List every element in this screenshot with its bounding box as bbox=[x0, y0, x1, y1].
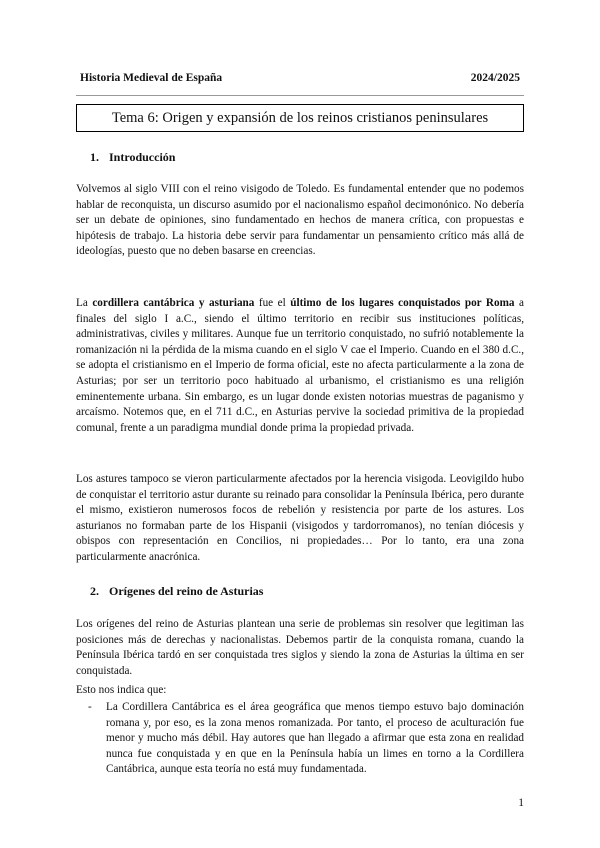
paragraph-1: Volvemos al siglo VIII con el reino visigodo de Toledo. Es fundamental entender que no podemos hablar de reconquista, un discurso asumido por el nacionalismo español decimonónico. No debería ser un debate de opiniones, sino fundamentado en hechos de manera crítica, con propuestas e hipótesis de trabajo. La historia debe servir para fundamentar un pensamiento crítico más allá de ideologías, puesto que no deben basarse en creencias. bbox=[76, 183, 524, 258]
header-course: Historia Medieval de España bbox=[80, 72, 223, 84]
section-title: Introducción bbox=[109, 150, 176, 164]
paragraph-3: Los astures tampoco se vieron particularmente afectados por la herencia visigoda. Leovigildo hubo de conquistar el territorio astur durante su reinado para consolidar la Península Ibérica, pero durante el mismo, existieron numerosos focos de rebelión y resistencia por parte de los astures. Los asturianos no formaban parte de los Hispanii (visigodos y tardorromanos), no tenían diócesis y obispos con representación en Concilios, ni propiedades… Por lo tanto, era una zona particularmente anacrónica. bbox=[76, 473, 524, 563]
paragraph-2-bold-ultimo: último de los lugares conquistados por Roma bbox=[290, 297, 515, 309]
header-divider bbox=[76, 95, 524, 96]
paragraph-2 bbox=[76, 296, 524, 436]
section-number: 2. bbox=[90, 584, 99, 598]
header-year: 2024/2025 bbox=[470, 72, 520, 84]
paragraph-4: Los orígenes del reino de Asturias plantean una serie de problemas sin resolver que legitiman las posiciones más de derechas y nacionalistas. Debemos partir de la conquista romana, cuando la Península Ibérica tardó en ser conquistada tres siglos y siendo la zona de Asturias la última en ser conquistada. bbox=[76, 618, 524, 677]
section-number: 1. bbox=[90, 150, 99, 164]
paragraph-5: Esto nos indica que: bbox=[76, 684, 167, 696]
paragraph-2-intro: La bbox=[76, 297, 93, 309]
page-header bbox=[80, 72, 520, 88]
paragraph-2-mid: fue el bbox=[254, 297, 291, 309]
paragraph-2-bold-cordillera: cordillera cantábrica y asturiana bbox=[92, 297, 255, 309]
list-item bbox=[76, 700, 524, 778]
topic-title-box bbox=[76, 104, 524, 132]
section-heading-origenes bbox=[90, 584, 263, 599]
section-heading-introduccion bbox=[90, 150, 175, 165]
section-title: Orígenes del reino de Asturias bbox=[109, 584, 264, 598]
topic-title: Tema 6: Origen y expansión de los reinos cristianos peninsulares bbox=[111, 109, 489, 126]
bullet-list bbox=[76, 700, 524, 778]
page-number: 1 bbox=[518, 797, 524, 809]
bullet-text: La Cordillera Cantábrica es el área geográfica que menos tiempo estuvo bajo dominación romana y, por eso, es la zona menos romanizada. Por tanto, el proceso de aculturación fue menor y mucho más débil. Hay autores que han llegado a afirmar que esta zona en realidad nunca fue conquistada y en que en la Península había un limes en torno a la Cordillera Cantábrica, aunque esta teoría no está muy fundamentada. bbox=[106, 701, 524, 776]
bullet-dash: - bbox=[88, 701, 92, 713]
paragraph-2-rest: a finales del siglo I a.C., siendo el último territorio en recibir sus instituciones políticas, administrativas, civiles y militares. Aunque fue un territorio conquistado, no sufrió notablemente la romanización ni la pérdida de la misma cuando en el siglo V cae el Imperio. Cuando en el 380 d.C., se adopta el cristianismo en el Imperio de forma oficial, este no afecta particularmente a la zona de Asturias; por ser un territorio poco habituado al urbanismo, el cristianismo es una religión eminentemente urbana. Sin embargo, es un lugar donde existen notorias muestras de paganismo y arcaísmo. Notemos que, en el 711 d.C., en Asturias pervive la sociedad primitiva de la propiedad comunal, frente a un paradigma mundial donde prima la propiedad privada. bbox=[76, 297, 525, 434]
